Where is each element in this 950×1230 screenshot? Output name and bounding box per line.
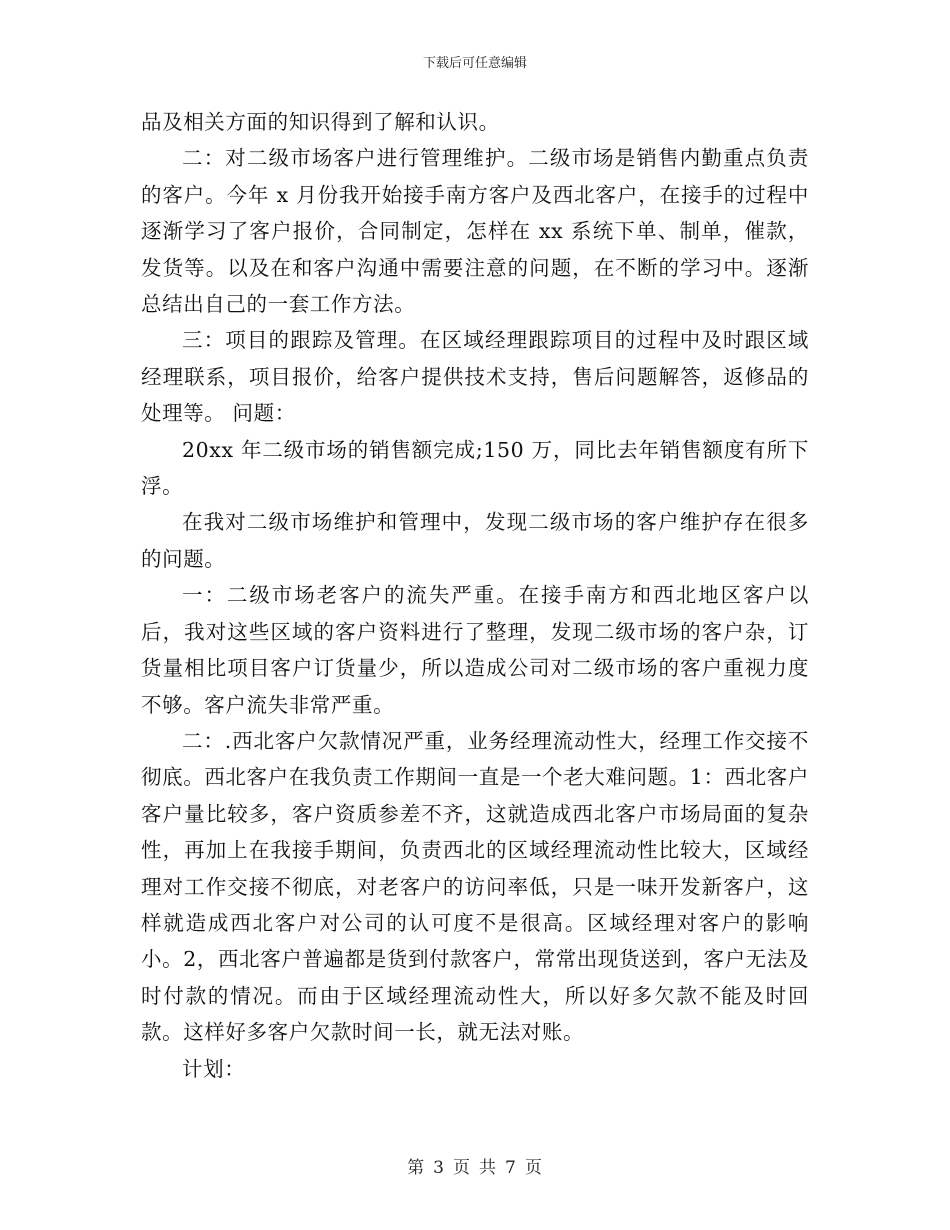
paragraph: 计划： <box>182 1056 246 1081</box>
footer-total-pages: 7 <box>505 1158 517 1178</box>
paragraph: 品及相关方面的知识得到了解和认识。 <box>141 110 500 134</box>
page-number-footer <box>0 1153 950 1178</box>
page-header: 下载后可任意编辑 <box>422 56 527 71</box>
document-body <box>141 104 809 1087</box>
footer-prefix: 第 <box>407 1158 426 1178</box>
paragraph: 二：.西北客户欠款情况严重，业务经理流动性大，经理工作交接不彻底。西北客户在我负责工作期间一直是一个老大难问题。1：西北客户客户量比较多，客户资质参差不齐，这就造成西北客户市场局面的复杂性，再加上在我接手期间，负责西北的区域经理流动性比较大，区域经理对工作交接不彻底，对老客户的访问率低，只是一味开发新客户，这样就造成西北客户对公司的认可度不是很高。区域经理对客户的影响小。2，西北客户普遍都是货到付款客户，常常出现货送到，客户无法及时付款的情况。而由于区域经理流动性大，所以好多欠款不能及时回款。这样好多客户欠款时间一长，就无法对账。 <box>141 728 809 1045</box>
footer-suffix: 页 <box>524 1158 543 1178</box>
paragraph: 三：项目的跟踪及管理。在区域经理跟踪项目的过程中及时跟区域经理联系，项目报价，给客户提供技术支持，售后问题解答，返修品的处理等。 问题： <box>141 328 809 426</box>
paragraph: 在我对二级市场维护和管理中，发现二级市场的客户维护存在很多的问题。 <box>141 510 809 571</box>
footer-current-page: 3 <box>433 1158 445 1178</box>
paragraph: 二：对二级市场客户进行管理维护。二级市场是销售内勤重点负责的客户。今年 x 月份我开始接手南方客户及西北客户，在接手的过程中逐渐学习了客户报价，合同制定，怎样在 xx 系统下单、制单，催款，发货等。以及在和客户沟通中需要注意的问题，在不断的学习中。逐渐总结出自己的一套工作方法。 <box>141 146 809 317</box>
footer-page-word: 页 <box>453 1158 471 1178</box>
paragraph: 一：二级市场老客户的流失严重。在接手南方和西北地区客户以后，我对这些区域的客户资料进行了整理，发现二级市场的客户杂，订货量相比项目客户订货量少，所以造成公司对二级市场的客户重视力度不够。客户流失非常严重。 <box>141 583 809 717</box>
paragraph: 20xx 年二级市场的销售额完成;150 万，同比去年销售额度有所下浮。 <box>141 437 809 499</box>
footer-total-word: 共 <box>479 1158 497 1178</box>
